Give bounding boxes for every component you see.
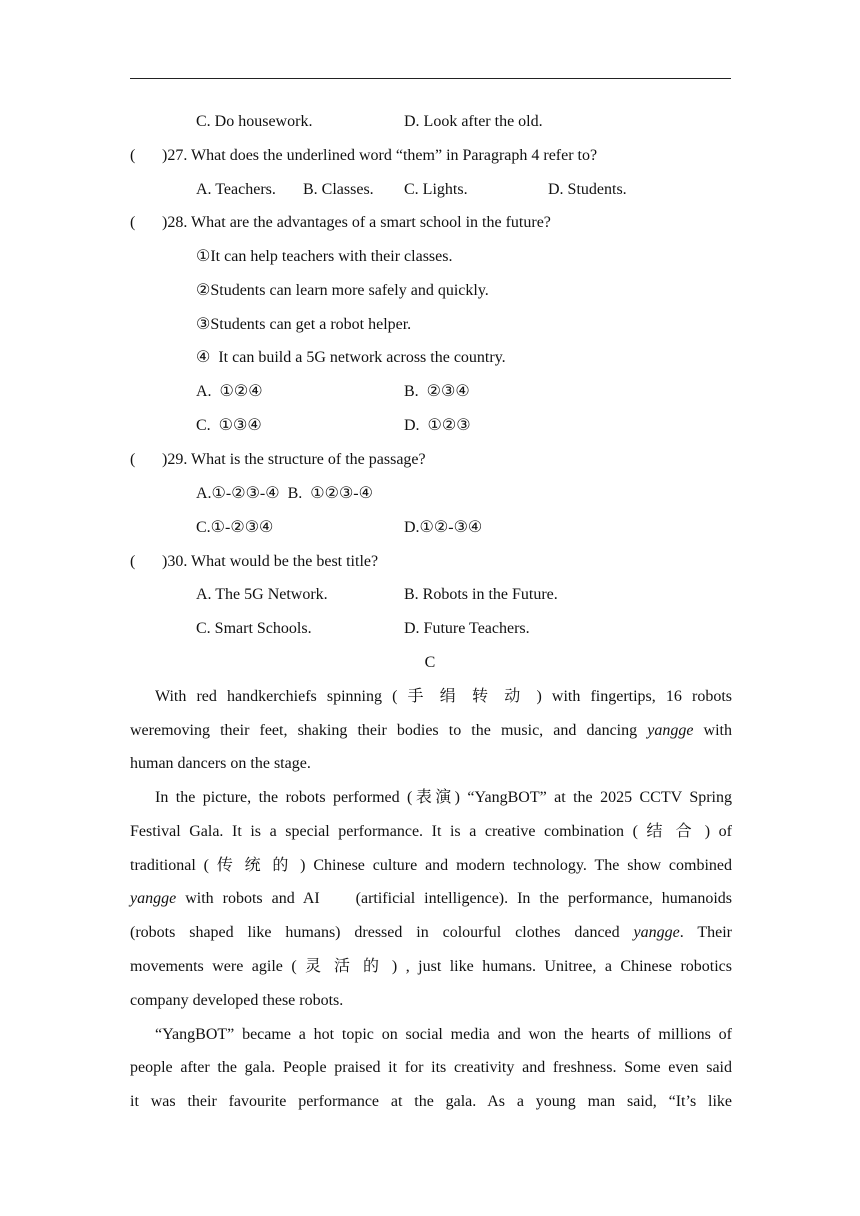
q27-option-c: C. Lights. — [404, 181, 468, 198]
q28-option-d: D. ①②③ — [404, 417, 471, 434]
paragraph-1-line-2 — [130, 721, 732, 741]
text-run: with robots and AI (artificial intelligence). In the performance, humanoids — [176, 890, 732, 907]
paragraph-1-line-1: With red handkerchiefs spinning ( 手 绢 转 动 ) with fingertips, 16 robots — [155, 688, 732, 705]
q29-option-c: C.①-②③④ — [196, 519, 274, 536]
q29-answer-paren: ( — [130, 451, 136, 468]
q28-item-3: ③Students can get a robot helper. — [196, 316, 412, 333]
q27-answer-paren: ( — [130, 147, 136, 164]
paragraph-3-line-2: people after the gala. People praised it for its creativity and freshness. Some even said — [130, 1059, 732, 1076]
q28-question: )28. What are the advantages of a smart school in the future? — [162, 214, 551, 231]
italic-term: yangge — [633, 924, 680, 941]
q27-question: )27. What does the underlined word “them” in Paragraph 4 refer to? — [162, 147, 598, 164]
q27-option-a: A. Teachers. — [196, 181, 276, 198]
paragraph-2-line-6: movements were agile ( 灵 活 的 ) , just like humans. Unitree, a Chinese robotics — [130, 958, 732, 975]
q30-answer-paren: ( — [130, 553, 136, 570]
q28-answer-paren: ( — [130, 214, 136, 231]
text-run: . Their — [679, 924, 732, 941]
q28-item-4: ④ It can build a 5G network across the country. — [196, 349, 506, 366]
paragraph-3-line-1: “YangBOT” became a hot topic on social media and won the hearts of millions of — [155, 1026, 732, 1043]
paragraph-3-line-3: it was their favourite performance at the gala. As a young man said, “It’s like — [130, 1093, 732, 1110]
italic-term: yangge — [647, 722, 694, 739]
q30-option-a: A. The 5G Network. — [196, 586, 328, 603]
italic-term: yangge — [130, 890, 177, 907]
q28-item-2: ②Students can learn more safely and quickly. — [196, 282, 489, 299]
q30-option-c: C. Smart Schools. — [196, 620, 312, 637]
text-run: weremoving their feet, shaking their bodies to the music, and dancing — [130, 722, 648, 739]
text-run: with — [693, 722, 732, 739]
q28-option-a: A. ①②④ — [196, 383, 263, 400]
paragraph-2-line-2: Festival Gala. It is a special performance. It is a creative combination ( 结 合 ) of — [130, 823, 732, 840]
q27-option-d: D. Students. — [548, 181, 627, 198]
q28-item-1: ①It can help teachers with their classes. — [196, 248, 453, 265]
paragraph-2-line-4 — [130, 889, 732, 909]
header-rule — [130, 78, 731, 79]
q29-option-ab: A.①-②③-④ B. ①②③-④ — [196, 485, 373, 502]
section-c-heading: C — [424, 654, 436, 671]
q26-option-c: C. Do housework. — [196, 113, 313, 130]
q29-option-d: D.①②-③④ — [404, 519, 483, 536]
q28-option-c: C. ①③④ — [196, 417, 262, 434]
q26-option-d: D. Look after the old. — [404, 113, 543, 130]
paragraph-2-line-5 — [130, 923, 732, 943]
q30-option-d: D. Future Teachers. — [404, 620, 530, 637]
paragraph-2-line-1: In the picture, the robots performed (表演) “YangBOT” at the 2025 CCTV Spring — [155, 789, 732, 806]
paragraph-1-line-3: human dancers on the stage. — [130, 755, 311, 772]
paragraph-2-line-7: company developed these robots. — [130, 992, 344, 1009]
text-run: (robots shaped like humans) dressed in colourful clothes danced — [130, 924, 634, 941]
q29-question: )29. What is the structure of the passage? — [162, 451, 426, 468]
q28-option-b: B. ②③④ — [404, 383, 470, 400]
q30-option-b: B. Robots in the Future. — [404, 586, 558, 603]
q30-question: )30. What would be the best title? — [162, 553, 379, 570]
q27-option-b: B. Classes. — [303, 181, 374, 198]
paragraph-2-line-3: traditional ( 传 统 的 ) Chinese culture and modern technology. The show combined — [130, 857, 732, 874]
